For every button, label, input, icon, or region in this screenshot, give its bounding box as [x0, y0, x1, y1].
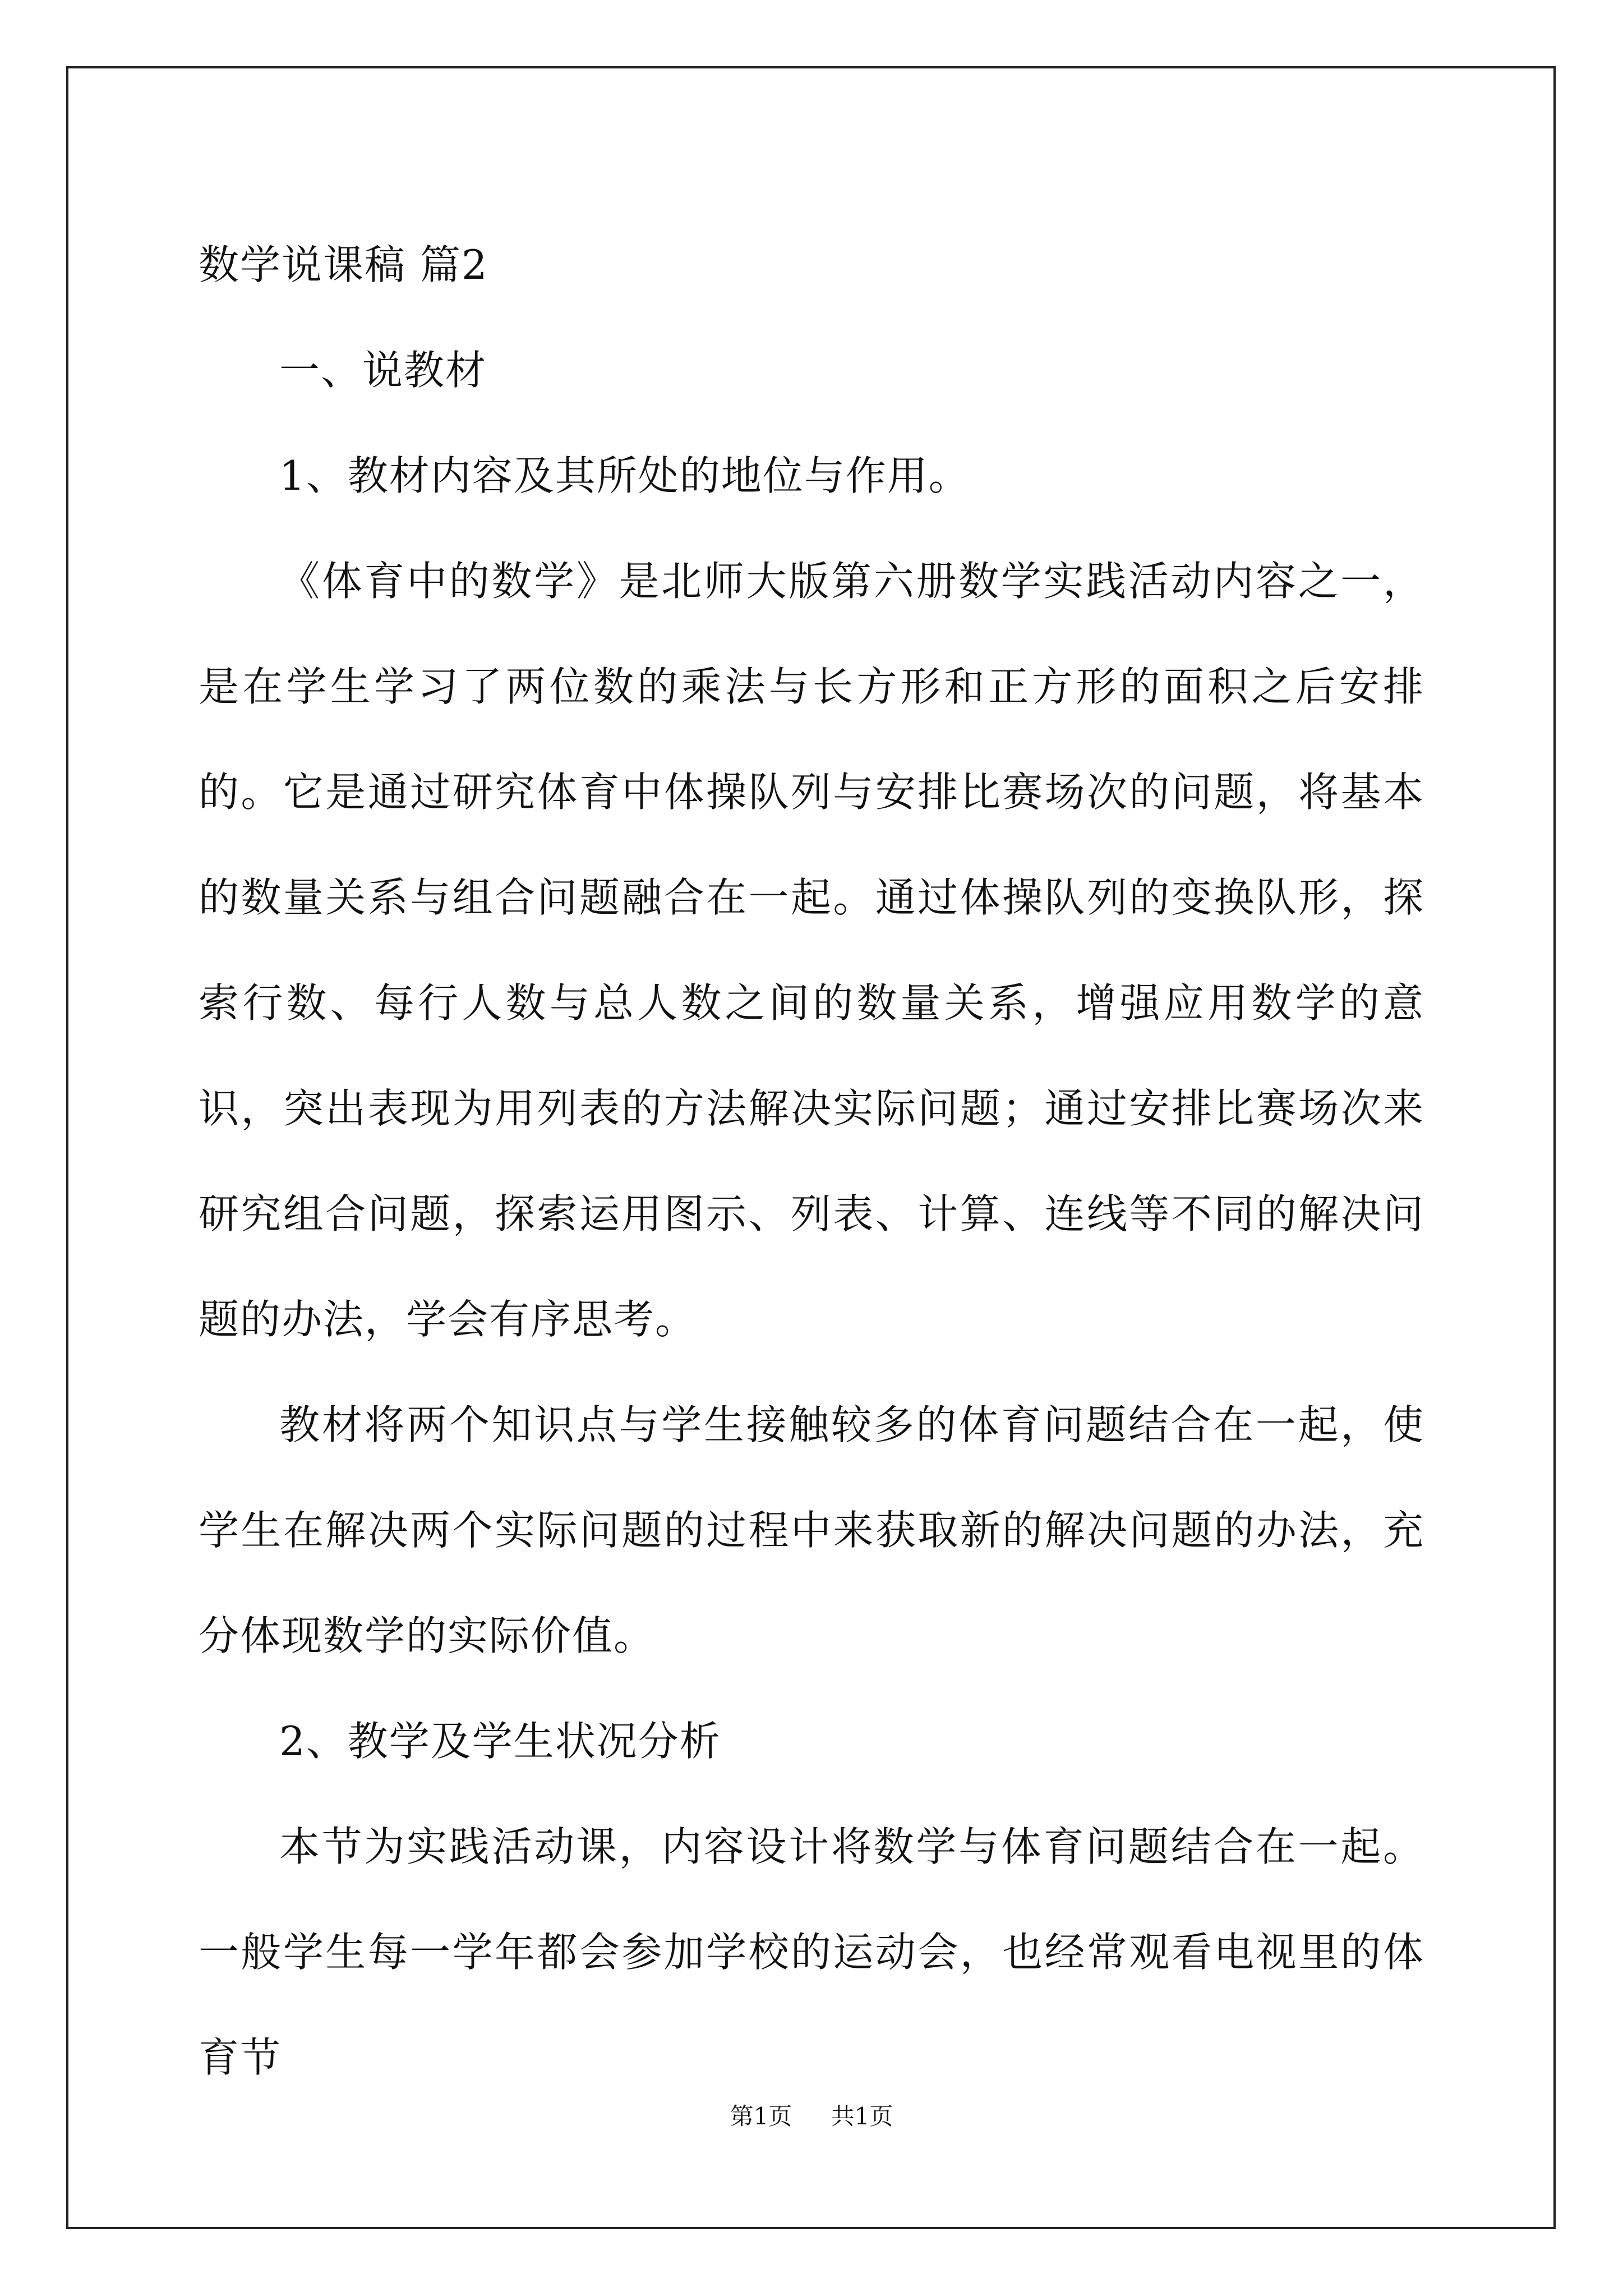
- page-number: 第1页: [730, 2102, 792, 2130]
- page-footer: [0, 2098, 1623, 2132]
- page-total: 共1页: [831, 2102, 893, 2130]
- document-body: [199, 212, 1424, 2110]
- paragraph: 教材将两个知识点与学生接触较多的体育问题结合在一起，使学生在解决两个实际问题的过程中来获取新的解决问题的办法，充分体现数学的实际价值。: [199, 1401, 1424, 1659]
- paragraph: 《体育中的数学》是北师大版第六册数学实践活动内容之一，是在学生学习了两位数的乘法与长方形和正方形的面积之后安排的。它是通过研究体育中体操队列与安排比赛场次的问题，将基本的数量关系与组合问题融合在一起。通过体操队列的变换队形，探索行数、每行人数与总人数之间的数量关系，增强应用数学的意识，突出表现为用列表的方法解决实际问题；通过安排比赛场次来研究组合问题，探索运用图示、列表、计算、连线等不同的解决问题的办法，学会有序思考。: [199, 558, 1424, 1343]
- paragraph: 本节为实践活动课，内容设计将数学与体育问题结合在一起。一般学生每一学年都会参加学校的运动会，也经常观看电视里的体育节: [199, 1823, 1424, 2081]
- document-title: 数学说课稿 篇2: [199, 241, 488, 288]
- subsection-heading: 2、教学及学生状况分析: [279, 1718, 721, 1765]
- section-heading: 一、说教材: [279, 347, 487, 394]
- subsection-heading: 1、教材内容及其所处的地位与作用。: [279, 452, 970, 499]
